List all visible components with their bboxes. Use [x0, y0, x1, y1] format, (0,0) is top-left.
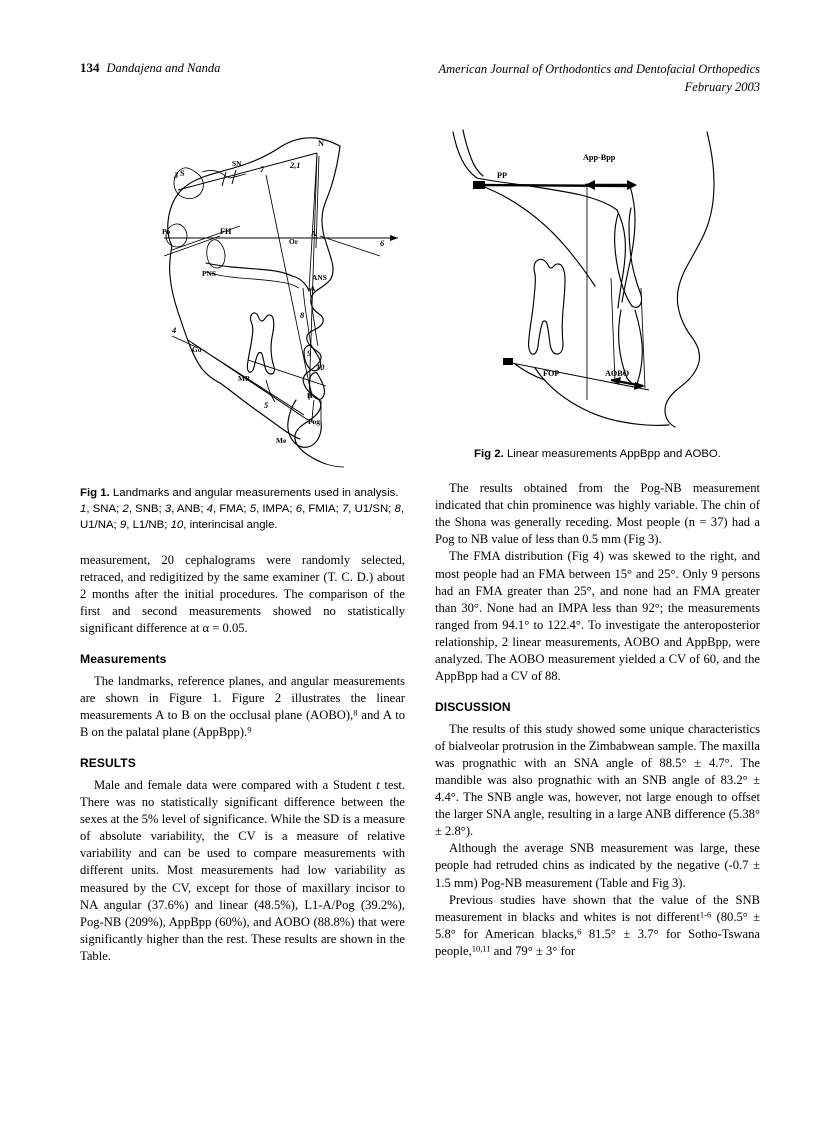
figure-1 [80, 128, 405, 534]
right-column [435, 128, 760, 965]
fig1-item-num: 4 [206, 503, 214, 516]
label-Po: Po [162, 227, 171, 236]
label-MP: MP [238, 374, 250, 383]
label-angle-7: 7 [260, 165, 265, 174]
label-A: A [310, 284, 316, 293]
label-SN: SN [232, 159, 242, 168]
fig1-item-text: , U1/NA; [80, 503, 405, 532]
figure-2-caption-text: Linear measurements AppBpp and AOBO. [506, 448, 721, 460]
fig1-item-text: , IMPA; [256, 503, 296, 516]
cephalometric-tracing-fig1 [80, 128, 405, 473]
heading-results: RESULTS [80, 756, 136, 771]
label-A-upper: A [311, 229, 317, 238]
running-head-right [439, 60, 761, 96]
running-head-left [80, 60, 220, 76]
figure-2-caption [435, 446, 760, 462]
paragraph-results [80, 777, 405, 965]
fig1-item-num: 3 [164, 503, 172, 516]
label-Go: Go [192, 345, 202, 354]
journal-title: American Journal of Orthodontics and Dentofacial Orthopedics [438, 62, 760, 76]
paragraph-discussion-2: Although the average SNB measurement was large, these people had retruded chins as indicated by the negative (-0.7 ± 1.5 mm) Pog-NB measurement (Table and Fig 3). [435, 841, 760, 890]
footnote-ref-9: 9 [247, 724, 252, 735]
label-angle-4: 4 [172, 326, 177, 335]
figure-1-label: Fig 1. [80, 487, 110, 499]
issue-date: February 2003 [684, 80, 760, 95]
label-angle-10: 10 [316, 363, 325, 372]
cephalometric-tracing-fig2 [435, 128, 760, 428]
paragraph-discussion-3 [435, 892, 760, 960]
heading-measurements: Measurements [80, 651, 167, 666]
label-B: B [307, 391, 312, 400]
discussion-3-text-c: 81.5° ± 3.7° for Sotho-Tswana people, [435, 926, 760, 958]
footnote-ref-6: 6 [577, 926, 582, 937]
fig1-item-num: 10 [170, 519, 184, 532]
fig1-item-num: 9 [119, 519, 127, 532]
heading-discussion: DISCUSSION [435, 699, 511, 714]
label-PP: PP [497, 171, 508, 180]
label-Pog: Pog [308, 417, 320, 426]
fig1-item-text: , SNA; [86, 503, 123, 516]
label-AOBO: AOBO [605, 369, 630, 378]
fig1-item-num: 5 [249, 503, 257, 516]
label-angle-6: 6 [380, 239, 385, 248]
discussion-3-text-a: Previous studies have shown that the value of the SNB measurement in blacks and whites is not different [435, 892, 760, 924]
label-App-Bpp: App-Bpp [583, 153, 616, 162]
results-text-b: test. There was no statistically significant difference between the sexes at the 5% level of significance. While the SD is a measure of absolute variability, the CV is a measure of relative variability and can be used to compare measurements with different units. Most measurements had low variability as measured by the CV, except for those of maxillary incisor to NA angular (37.6%) and linear (48.5%), L1-A/Pog (39.2%), Pog-NB (209%), AppBpp (60%), and AOBO (88.8%) that were significantly higher than the rest. These results are shown in the Table. [80, 778, 405, 963]
label-FOP: FOP [543, 369, 560, 378]
footnote-ref-8: 8 [353, 707, 358, 718]
fig1-item-text: , FMIA; [302, 503, 342, 516]
two-column-layout [80, 128, 760, 965]
fig1-item-text: , U1/SN; [348, 503, 395, 516]
measurements-text-b: and A to B on the palatal plane (AppBpp). [80, 708, 405, 740]
running-head [80, 60, 760, 96]
label-FH: FH [220, 227, 232, 236]
fig1-item-num: 1 [80, 503, 87, 516]
fig1-item-text: , SNB; [128, 503, 165, 516]
page-number: 134 [80, 60, 100, 75]
figure-1-caption [80, 485, 405, 534]
figure-2-label: Fig 2. [474, 448, 504, 460]
fig1-item-num: 6 [295, 503, 303, 516]
results-text-a: Male and female data were compared with a Student [94, 778, 377, 793]
label-angle-3: 3 [174, 171, 179, 180]
paragraph-measurements [80, 673, 405, 741]
measurements-text-a: The landmarks, reference planes, and angular measurements are shown in Figure 1. Figure 2 illustrates the linear measurements A to B on the occlusal plane (AOBO), [80, 673, 405, 722]
figure-1-caption-text: Landmarks and angular measurements used in analysis. [112, 487, 399, 499]
fig1-item-num: 7 [341, 503, 349, 516]
fig1-item-num: 8 [394, 503, 401, 516]
label-angle-9: 9 [307, 349, 312, 358]
footnote-ref-1-6: 1-6 [699, 909, 712, 920]
running-head-authors: Dandajena and Nanda [106, 61, 221, 75]
label-angle-5: 5 [264, 401, 269, 410]
paragraph-method-reliability: measurement, 20 cephalograms were randomly selected, retraced, and redigitized by the same examiner (T. C. D.) about 2 months after the initial procedures. The comparison of the first and second measurements showed no statistically significant difference at α = 0.05. [80, 552, 405, 635]
figure-2 [435, 128, 760, 462]
fig1-item-text: , FMA; [213, 503, 250, 516]
left-column [80, 128, 405, 965]
fig1-item-num: 2 [122, 503, 129, 516]
paragraph-pog-nb: The results obtained from the Pog-NB measurement indicated that chin prominence was highly variable. The chin of the Shona was generally receding. Most people (n = 37) had a Pog to NB value of less than 0.5 mm (Fig 3). [435, 481, 760, 547]
discussion-3-text-b: (80.5° ± 5.8° for American blacks, [435, 909, 760, 941]
label-N: N [318, 139, 324, 148]
figure-1-artwork [80, 128, 405, 473]
footnote-ref-10-11: 10,11 [471, 943, 491, 954]
label-ANS: ANS [312, 273, 327, 282]
fig1-item-text: , L1/NB; [126, 519, 171, 532]
fig1-item-text: , ANB; [171, 503, 207, 516]
label-PNS: PNS [202, 269, 216, 278]
discussion-3-text-d: and 79° ± 3° for [490, 943, 576, 958]
label-Or: Or [289, 237, 299, 246]
label-angle-2-1: 2,1 [290, 161, 301, 170]
paragraph-discussion-1: The results of this study showed some unique characteristics of bialveolar protrusion in the Zimbabwean sample. The maxilla was prognathic with an SNA angle of 88.5° ± 4.7°. The mandible was also prognathic with an SNB angle of 83.2° ± 4.4°. The SNB angle was, however, not large enough to offset the larger SNA angle, resulting in a large ANB difference (5.38° ± 2.8°). [435, 721, 760, 839]
fig1-item-text: , interincisal angle. [183, 519, 278, 532]
label-Me: Me [276, 436, 287, 445]
paragraph-fma-distribution: The FMA distribution (Fig 4) was skewed to the right, and most people had an FMA between 15° and 25°. Only 9 persons had an FMA greater than 25°, and none had an FMA greater than 30°. None had an IMPA less than 92°; the measurements ranged from 94.1° to 122.4°. To investigate the anteroposterior relationship, 2 linear measurements, AOBO and AppBpp, were analyzed. The AOBO measurement yielded a CV of 60, and the AppBpp had a CV of 88. [435, 549, 760, 683]
label-angle-8: 8 [300, 311, 305, 320]
results-italic-t: t [376, 778, 380, 793]
figure-2-artwork [435, 128, 760, 428]
label-S: S [180, 169, 185, 178]
